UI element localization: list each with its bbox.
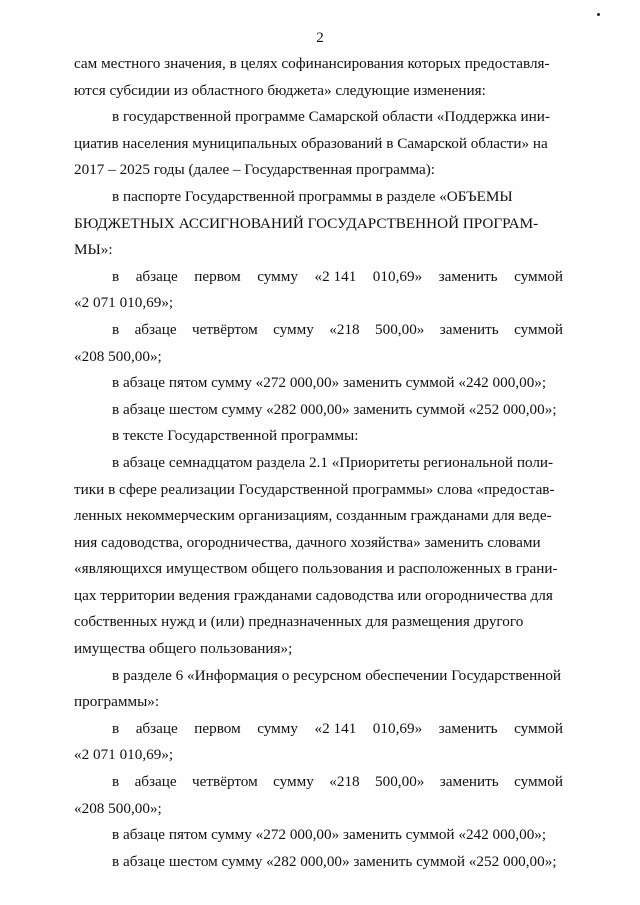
text-line: «208 500,00»; [74,799,162,817]
text-word: в [112,267,120,285]
text-line: собственных нужд и (или) предназначенных для размещения другого [74,613,524,631]
text-word: суммой [514,773,563,791]
text-line: ются субсидии из областного бюджета» следующие изменения: [74,81,486,99]
text-line: в абзаце семнадцатом раздела 2.1 «Приоритеты региональной поли- [112,453,554,471]
text-line: «являющихся имуществом общего пользования и расположенных в грани- [74,560,558,578]
text-word: 010,69» [372,719,423,737]
text-word: абзаце [134,320,177,338]
text-word: сумму [257,719,298,737]
text-line: тики в сфере реализации Государственной программы» слова «предостав- [74,480,555,498]
text-line: цах территории ведения гражданами садоводства или огородничества для [74,586,553,604]
text-line: 2017 – 2025 годы (далее – Государственная программа): [74,161,436,179]
scan-speck [597,13,600,16]
text-word: «2 141 [314,719,357,737]
text-line: «2 071 010,69»; [74,746,174,764]
text-word: четвёртом [192,773,258,791]
text-word: сумму [273,773,314,791]
text-word: суммой [514,719,563,737]
text-word: заменить [439,320,499,338]
text-line: сам местного значения, в целях софинансирования которых предоставля- [74,55,550,72]
text-word: 500,00» [375,320,425,338]
text-word: «218 [329,320,360,338]
text-line: в тексте Государственной программы: [112,427,359,445]
text-line: «2 071 010,69»; [74,294,174,312]
text-line: в абзаце шестом сумму «282 000,00» заменить суммой «252 000,00»; [112,852,557,870]
text-word: заменить [438,267,498,285]
text-word: «2 141 [314,267,357,285]
text-line: циатив населения муниципальных образований в Самарской области» на [74,134,548,152]
document-body [74,51,563,875]
text-word: четвёртом [192,320,258,338]
text-word: абзаце [135,267,178,285]
text-line: БЮДЖЕТНЫХ АССИГНОВАНИЙ ГОСУДАРСТВЕННОЙ ПРОГРАМ- [74,214,539,232]
text-word: 010,69» [372,267,423,285]
text-line: в разделе 6 «Информация о ресурсном обеспечении Государственной [112,666,562,684]
text-line [74,317,563,344]
text-line: МЫ»: [74,241,113,259]
text-line: в паспорте Государственной программы в разделе «ОБЪЕМЫ [112,187,513,205]
text-line: в абзаце пятом сумму «272 000,00» заменить суммой «242 000,00»; [112,374,547,392]
text-word: суммой [514,267,563,285]
text-word: в [112,320,120,338]
text-word: суммой [514,320,563,338]
text-word: в [112,773,120,791]
text-word: 500,00» [375,773,425,791]
text-word: «218 [329,773,360,791]
text-word: абзаце [135,719,178,737]
text-line [74,769,563,796]
text-line: в абзаце пятом сумму «272 000,00» заменить суммой «242 000,00»; [112,826,547,844]
text-line: имущества общего пользования»; [74,640,293,658]
text-word: первом [194,719,241,737]
text-line: в абзаце шестом сумму «282 000,00» заменить суммой «252 000,00»; [112,400,557,418]
text-line: ленных некоммерческим организациям, созданным гражданами для веде- [74,507,552,525]
text-line: «208 500,00»; [74,347,162,365]
text-line: ния садоводства, огородничества, дачного хозяйства» заменить словами [74,533,541,551]
text-word: абзаце [134,773,177,791]
text-line [74,264,563,291]
text-word: в [112,719,120,737]
text-word: сумму [273,320,314,338]
text-line [74,716,563,743]
text-line: программы»: [74,693,160,711]
text-line: в государственной программе Самарской области «Поддержка ини- [112,108,550,126]
text-word: заменить [439,773,499,791]
text-word: заменить [438,719,498,737]
page-number: 2 [316,30,324,46]
text-word: сумму [257,267,298,285]
text-word: первом [194,267,241,285]
